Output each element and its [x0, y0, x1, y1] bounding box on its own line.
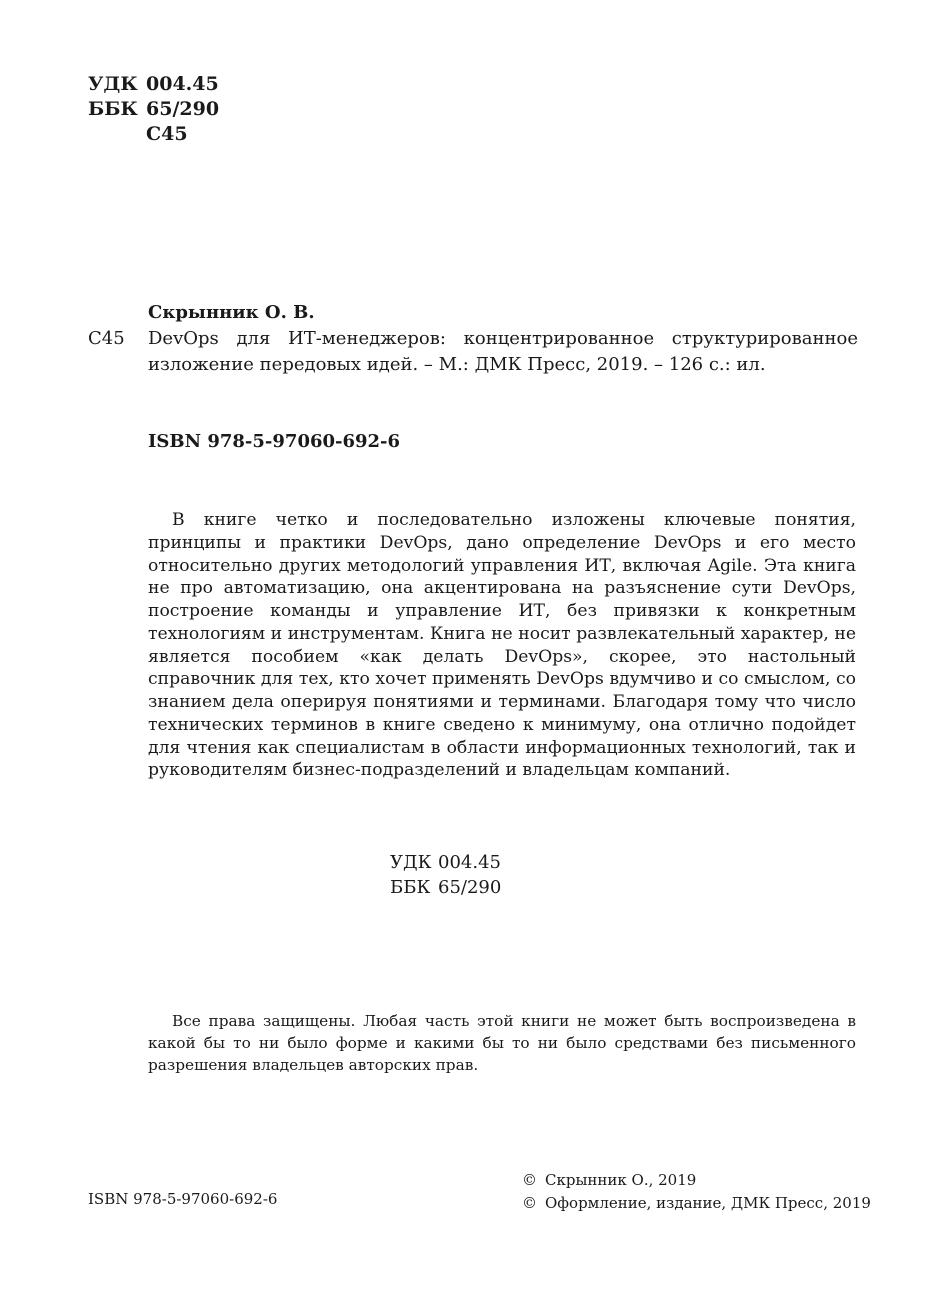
author-mark-row — [88, 122, 219, 147]
bottom-udk-label: УДК — [390, 852, 432, 873]
copyright-publisher: Оформление, издание, ДМК Пресс, 2019 — [545, 1194, 871, 1212]
bibliographic-record — [88, 326, 858, 378]
biblio-description: DevOps для ИТ-менеджеров: концентрированное структурированное изложение передовых идей. – М.: ДМК Пресс, 2019. – 126 с.: ил. — [148, 328, 858, 375]
copyright-symbol: © — [522, 1171, 537, 1189]
bbk-label: ББК — [88, 98, 138, 120]
bottom-bbk-row — [390, 875, 501, 900]
bottom-classification — [390, 850, 501, 900]
udk-value: 004.45 — [146, 73, 219, 95]
isbn-main: ISBN 978-5-97060-692-6 — [148, 431, 401, 452]
rights-notice: Все права защищены. Любая часть этой книги не может быть воспроизведена в какой бы то ни было форме и какими бы то ни было средствами без письменного разрешения владельцев авторских прав. — [148, 1012, 856, 1074]
copyright-author: Скрынник О., 2019 — [545, 1171, 697, 1189]
copyright-publisher-line — [522, 1192, 871, 1215]
copyright-author-line — [522, 1169, 871, 1192]
copyright-symbol: © — [522, 1194, 537, 1212]
author-name: Скрынник О. В. — [148, 302, 315, 323]
author-mark: С45 — [146, 123, 188, 145]
bottom-udk-value: 004.45 — [438, 852, 501, 873]
biblio-code: С45 — [88, 328, 125, 349]
bottom-bbk-label: ББК — [390, 877, 431, 898]
bbk-row — [88, 97, 219, 122]
classification-block — [88, 72, 219, 147]
bottom-bbk-value: 65/290 — [438, 877, 502, 898]
annotation-text: В книге четко и последовательно изложены ключевые понятия, принципы и практики DevOps, дано определение DevOps и его место относительно других методологий управления ИТ, включая Agile. Эта книга не про автоматизацию, она акцентирована на разъяснение сути DevOps, построение команды и управление ИТ, без привязки к конкретным технологиям и инструментам. Книга не носит развлекательный характер, не является пособием «как делать DevOps», скорее, это настольный справочник для тех, кто хочет применять DevOps вдумчиво и со смыслом, со знанием дела оперируя понятиями и терминами. Благодаря тому что число технических терминов в книге сведено к минимуму, она отлично подойдет для чтения как специалистам в области информационных технологий, так и руководителям бизнес-подразделений и владельцам компаний. — [148, 510, 856, 781]
udk-row — [88, 72, 219, 97]
copyright-lines — [522, 1169, 871, 1215]
bottom-udk-row — [390, 850, 501, 875]
udk-label: УДК — [88, 73, 138, 95]
bbk-value: 65/290 — [146, 98, 220, 120]
isbn-footer: ISBN 978-5-97060-692-6 — [88, 1190, 278, 1208]
